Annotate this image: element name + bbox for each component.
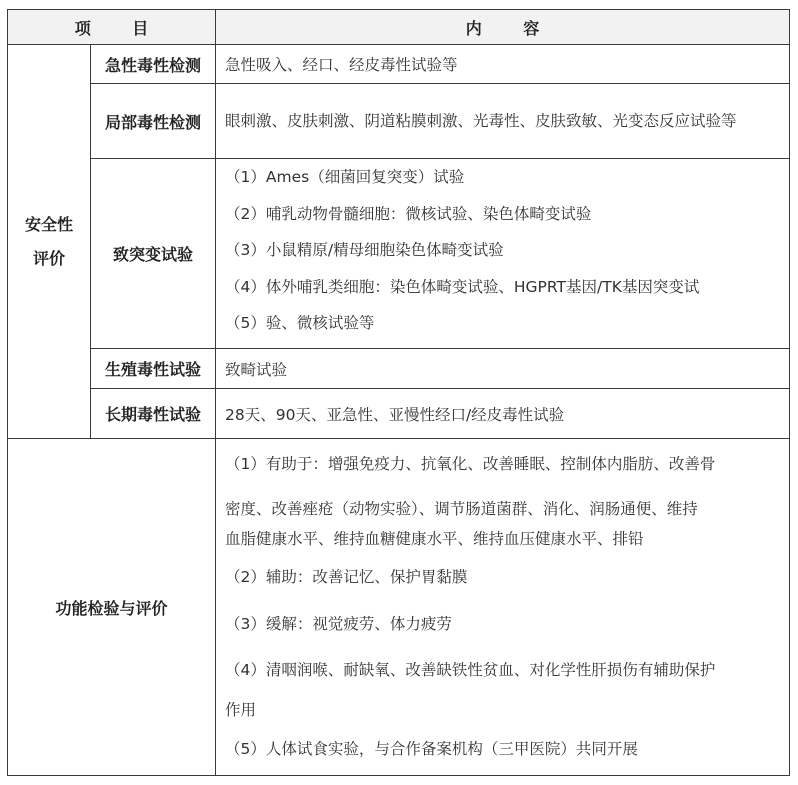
function-item-line: （4）清咽润喉、耐缺氧、改善缺铁性贫血、对化学性肝损伤有辅助保护 bbox=[225, 661, 716, 679]
table-row bbox=[8, 84, 790, 159]
reproductive-toxicity-label: 生殖毒性试验 bbox=[91, 349, 216, 389]
acute-toxicity-label: 急性毒性检测 bbox=[91, 45, 216, 84]
header-content-label: 内 容 bbox=[465, 18, 558, 38]
table-row bbox=[8, 439, 790, 776]
function-content bbox=[216, 439, 790, 776]
function-item-line: （2）辅助：改善记忆、保护胃黏膜 bbox=[225, 568, 468, 586]
mutagenicity-line: （4）体外哺乳类细胞：染色体畸变试验、HGPRT基因/TK基因突变试 bbox=[225, 277, 700, 296]
reproductive-toxicity-content: 致畸试验 bbox=[216, 349, 790, 389]
table-row bbox=[8, 389, 790, 439]
long-term-toxicity-label: 长期毒性试验 bbox=[91, 389, 216, 439]
mutagenicity-line: （2）哺乳动物骨髓细胞：微核试验、染色体畸变试验 bbox=[225, 204, 592, 223]
safety-category-line1: 安全性 bbox=[24, 214, 73, 234]
local-toxicity-label: 局部毒性检测 bbox=[91, 84, 216, 159]
mutagenicity-line: （5）验、微核试验等 bbox=[225, 314, 375, 333]
table-row bbox=[8, 349, 790, 389]
mutagenicity-line: （3）小鼠精原/精母细胞染色体畸变试验 bbox=[225, 241, 504, 260]
long-term-toxicity-content: 28天、90天、亚急性、亚慢性经口/经皮毒性试验 bbox=[216, 389, 790, 439]
function-category-cell: 功能检验与评价 bbox=[8, 439, 216, 776]
function-item-line: （3）缓解：视觉疲劳、体力疲劳 bbox=[225, 615, 452, 633]
testing-items-table bbox=[7, 9, 790, 776]
table-row bbox=[8, 159, 790, 349]
local-toxicity-content: 眼刺激、皮肤刺激、阴道粘膜刺激、光毒性、皮肤致敏、光变态反应试验等 bbox=[216, 84, 790, 159]
mutagenicity-content bbox=[216, 159, 790, 349]
safety-category-line2: 评价 bbox=[32, 248, 65, 268]
mutagenicity-label: 致突变试验 bbox=[91, 159, 216, 349]
function-item-line: 密度、改善痤疮（动物实验）、调节肠道菌群、消化、润肠通便、维持 bbox=[225, 500, 698, 518]
mutagenicity-line: （1）Ames（细菌回复突变）试验 bbox=[225, 168, 465, 187]
header-item-cell bbox=[8, 10, 216, 45]
acute-toxicity-content: 急性吸入、经口、经皮毒性试验等 bbox=[216, 45, 790, 84]
safety-category-cell bbox=[8, 45, 91, 439]
function-item-line: （1）有助于：增强免疫力、抗氧化、改善睡眠、控制体内脂肪、改善骨 bbox=[225, 455, 716, 473]
table-row bbox=[8, 45, 790, 84]
function-item-line: （5）人体试食实验，与合作备案机构（三甲医院）共同开展 bbox=[225, 740, 638, 758]
header-content-cell bbox=[216, 10, 790, 45]
header-item-label: 项 目 bbox=[74, 18, 167, 38]
function-item-line: 血脂健康水平、维持血糖健康水平、维持血压健康水平、排铅 bbox=[225, 530, 644, 548]
function-item-line: 作用 bbox=[225, 701, 257, 719]
table-header-row bbox=[8, 10, 790, 45]
